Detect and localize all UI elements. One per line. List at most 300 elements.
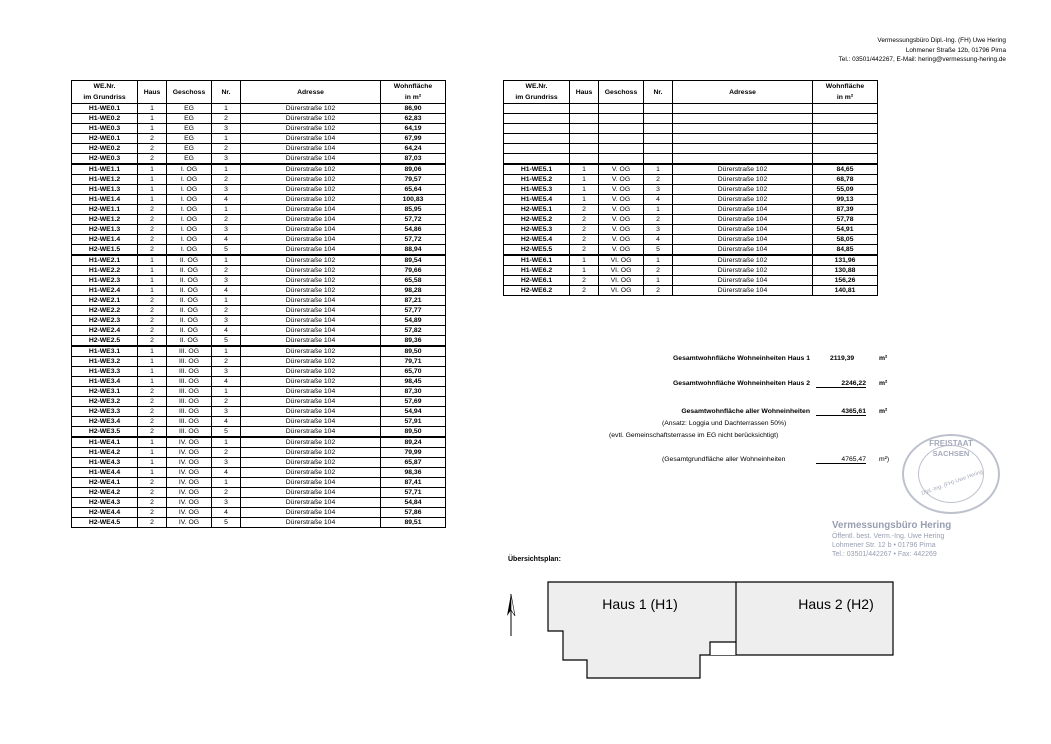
table-row (72, 357, 446, 367)
table-row (72, 478, 446, 488)
wohnflaeche-cell (813, 134, 878, 144)
seal-line-1: FREISTAAT (929, 439, 973, 448)
we-nr-cell: H2-WE0.2 (72, 144, 138, 154)
adresse-cell: Dürerstraße 104 (241, 296, 381, 306)
haus-cell: 1 (570, 185, 599, 195)
wohnflaeche-cell: 57,71 (381, 488, 446, 498)
haus-cell: 2 (570, 286, 599, 296)
office-stamp-line-2: Lohmener Str. 12 b • 01796 Pirna (832, 542, 936, 549)
adresse-cell: Dürerstraße 104 (241, 518, 381, 528)
nr-cell: 2 (644, 215, 673, 225)
table-row (72, 215, 446, 225)
header-nr: Nr. (212, 81, 241, 104)
nr-cell: 2 (644, 175, 673, 185)
nr-cell: 3 (212, 225, 241, 235)
adresse-cell: Dürerstraße 104 (241, 245, 381, 256)
wohnflaeche-cell: 79,99 (381, 448, 446, 458)
wohnflaeche-cell: 84,65 (813, 164, 878, 175)
haus-cell: 2 (138, 225, 167, 235)
seal-line-3: Dipl.-Ing. (FH) Uwe Hering (920, 469, 984, 497)
nr-cell: 1 (212, 255, 241, 266)
haus-cell: 1 (138, 448, 167, 458)
table-row (504, 266, 878, 276)
geschoss-cell: II. OG (167, 316, 212, 326)
table-row (72, 367, 446, 377)
adresse-cell: Dürerstraße 104 (241, 235, 381, 245)
table-row (72, 164, 446, 175)
nr-cell: 5 (212, 518, 241, 528)
table-row (504, 286, 878, 296)
nr-cell (644, 124, 673, 134)
table-row (72, 336, 446, 347)
wohnflaeche-cell: 58,05 (813, 235, 878, 245)
wohnflaeche-cell (813, 154, 878, 165)
we-nr-cell: H1-WE3.3 (72, 367, 138, 377)
adresse-cell: Dürerstraße 104 (241, 316, 381, 326)
haus-cell: 2 (138, 518, 167, 528)
haus-cell: 2 (570, 215, 599, 225)
geschoss-cell: II. OG (167, 266, 212, 276)
nr-cell: 2 (212, 357, 241, 367)
wohnflaeche-cell: 79,66 (381, 266, 446, 276)
geschoss-cell (599, 144, 644, 154)
geschoss-cell: I. OG (167, 185, 212, 195)
geschoss-cell (599, 134, 644, 144)
adresse-cell: Dürerstraße 104 (673, 215, 813, 225)
haus-cell: 2 (138, 306, 167, 316)
adresse-cell: Dürerstraße 102 (241, 276, 381, 286)
geschoss-cell: V. OG (599, 245, 644, 256)
adresse-cell: Dürerstraße 102 (241, 346, 381, 357)
adresse-cell: Dürerstraße 102 (673, 175, 813, 185)
wohnflaeche-cell: 87,30 (381, 387, 446, 397)
geschoss-cell: II. OG (167, 296, 212, 306)
wohnflaeche-cell: 99,13 (813, 195, 878, 205)
haus-cell: 2 (138, 427, 167, 438)
haus-cell: 2 (138, 336, 167, 347)
header-wohnflaeche (381, 81, 446, 104)
we-nr-cell (504, 124, 570, 134)
summary-haus2-value: 2246,22 (816, 380, 866, 388)
wohnflaeche-cell: 54,86 (381, 225, 446, 235)
table-row (72, 427, 446, 438)
haus-cell: 1 (138, 276, 167, 286)
we-nr-cell: H2-WE5.4 (504, 235, 570, 245)
adresse-cell (673, 144, 813, 154)
nr-cell (644, 114, 673, 124)
site-plan (500, 576, 900, 686)
geschoss-cell: VI. OG (599, 276, 644, 286)
table-row (72, 205, 446, 215)
table-row (72, 195, 446, 205)
adresse-cell: Dürerstraße 102 (241, 164, 381, 175)
geschoss-cell: II. OG (167, 326, 212, 336)
geschoss-cell: V. OG (599, 175, 644, 185)
nr-cell: 2 (212, 397, 241, 407)
we-nr-cell (504, 144, 570, 154)
we-nr-cell: H1-WE2.4 (72, 286, 138, 296)
adresse-cell (673, 114, 813, 124)
table-row (72, 498, 446, 508)
haus-cell (570, 124, 599, 134)
nr-cell: 4 (212, 286, 241, 296)
nr-cell: 4 (212, 377, 241, 387)
haus2-label: Haus 2 (H2) (798, 596, 874, 612)
nr-cell: 4 (644, 235, 673, 245)
nr-cell: 2 (212, 114, 241, 124)
adresse-cell: Dürerstraße 102 (241, 286, 381, 296)
geschoss-cell: II. OG (167, 306, 212, 316)
wohnflaeche-cell: 89,50 (381, 346, 446, 357)
wohnflaeche-cell: 86,90 (381, 104, 446, 114)
geschoss-cell: IV. OG (167, 488, 212, 498)
nr-cell: 2 (212, 306, 241, 316)
geschoss-cell: VI. OG (599, 286, 644, 296)
nr-cell: 1 (212, 478, 241, 488)
office-stamp-name: Vermessungsbüro Hering (832, 520, 952, 531)
nr-cell (644, 144, 673, 154)
geschoss-cell (599, 114, 644, 124)
we-nr-cell: H2-WE1.1 (72, 205, 138, 215)
table-row (72, 316, 446, 326)
header-wf-line1: Wohnfläche (825, 83, 865, 90)
office-stamp (832, 520, 951, 559)
nr-cell: 2 (644, 286, 673, 296)
table-row (72, 245, 446, 256)
geschoss-cell: IV. OG (167, 468, 212, 478)
haus-cell (570, 114, 599, 124)
table-row (72, 326, 446, 336)
we-nr-cell: H1-WE1.2 (72, 175, 138, 185)
summary-note-terrasse: (evtl. Gemeinschaftsterrasse im EG nicht berücksichtigt) (609, 432, 779, 439)
wohnflaeche-cell: 65,70 (381, 367, 446, 377)
geschoss-cell: IV. OG (167, 508, 212, 518)
geschoss-cell: III. OG (167, 427, 212, 438)
nr-cell: 2 (212, 488, 241, 498)
office-header (839, 36, 1006, 65)
wohnflaeche-cell: 89,54 (381, 255, 446, 266)
nr-cell: 1 (212, 437, 241, 448)
wohnflaeche-cell: 62,83 (381, 114, 446, 124)
we-nr-cell: H2-WE4.3 (72, 498, 138, 508)
nr-cell: 5 (212, 427, 241, 438)
nr-cell: 2 (644, 266, 673, 276)
geschoss-cell: III. OG (167, 417, 212, 427)
we-nr-cell: H1-WE2.2 (72, 266, 138, 276)
we-nr-cell (504, 104, 570, 114)
haus-cell: 2 (138, 316, 167, 326)
geschoss-cell: I. OG (167, 245, 212, 256)
wohnflaeche-cell: 55,09 (813, 185, 878, 195)
adresse-cell: Dürerstraße 102 (241, 195, 381, 205)
geschoss-cell: V. OG (599, 195, 644, 205)
haus-cell: 2 (138, 498, 167, 508)
haus-cell: 1 (570, 255, 599, 266)
office-stamp-line-3: Tel.: 03501/442267 • Fax: 442269 (832, 551, 937, 558)
table-row (72, 306, 446, 316)
geschoss-cell: II. OG (167, 286, 212, 296)
geschoss-cell: EG (167, 114, 212, 124)
table-row (72, 448, 446, 458)
we-nr-cell: H1-WE4.4 (72, 468, 138, 478)
summary-haus1-unit: m² (879, 355, 888, 362)
we-nr-cell: H1-WE5.2 (504, 175, 570, 185)
header-haus: Haus (138, 81, 167, 104)
we-nr-cell: H2-WE2.3 (72, 316, 138, 326)
adresse-cell: Dürerstraße 104 (673, 235, 813, 245)
geschoss-cell: II. OG (167, 336, 212, 347)
nr-cell (644, 134, 673, 144)
we-nr-cell: H1-WE5.1 (504, 164, 570, 175)
wohnflaeche-cell (813, 114, 878, 124)
geschoss-cell: EG (167, 124, 212, 134)
table-row (72, 518, 446, 528)
haus-cell: 2 (570, 225, 599, 235)
we-nr-cell: H2-WE5.3 (504, 225, 570, 235)
haus-cell (570, 144, 599, 154)
we-nr-cell: H2-WE4.4 (72, 508, 138, 518)
geschoss-cell: I. OG (167, 164, 212, 175)
we-nr-cell: H1-WE1.3 (72, 185, 138, 195)
geschoss-cell: EG (167, 144, 212, 154)
geschoss-cell: VI. OG (599, 255, 644, 266)
geschoss-cell: III. OG (167, 387, 212, 397)
haus-cell: 2 (138, 134, 167, 144)
haus-cell: 2 (570, 205, 599, 215)
haus-cell: 1 (138, 164, 167, 175)
haus-cell: 1 (138, 458, 167, 468)
geschoss-cell: IV. OG (167, 448, 212, 458)
nr-cell: 1 (212, 387, 241, 397)
summary-haus1-label: Gesamtwohnfläche Wohneinheiten Haus 1 (673, 355, 810, 362)
table-row (504, 124, 878, 134)
we-nr-cell: H2-WE0.1 (72, 134, 138, 144)
office-contact: Tel.: 03501/442267, E-Mail: hering@vermessung-hering.de (838, 56, 1006, 64)
we-nr-cell: H1-WE1.1 (72, 164, 138, 175)
adresse-cell: Dürerstraße 102 (241, 124, 381, 134)
wohnflaeche-cell: 98,45 (381, 377, 446, 387)
table-row (72, 144, 446, 154)
nr-cell: 1 (212, 134, 241, 144)
header-adresse: Adresse (241, 81, 381, 104)
table-row (72, 225, 446, 235)
wohnflaeche-cell: 84,85 (813, 245, 878, 256)
north-arrow (507, 594, 515, 636)
wohnflaeche-cell: 57,72 (381, 215, 446, 225)
haus-cell: 2 (138, 215, 167, 225)
haus-cell: 2 (138, 205, 167, 215)
haus-cell: 1 (138, 104, 167, 114)
header-haus: Haus (570, 81, 599, 104)
header-adresse: Adresse (673, 81, 813, 104)
nr-cell (644, 154, 673, 165)
wohnflaeche-cell: 87,21 (381, 296, 446, 306)
wohnflaeche-cell: 57,82 (381, 326, 446, 336)
nr-cell: 2 (212, 448, 241, 458)
building-notch (710, 642, 736, 655)
geschoss-cell: III. OG (167, 357, 212, 367)
geschoss-cell: V. OG (599, 235, 644, 245)
adresse-cell: Dürerstraße 104 (241, 215, 381, 225)
summary-all-unit: m² (879, 408, 888, 415)
wohnflaeche-cell: 88,94 (381, 245, 446, 256)
header-geschoss: Geschoss (599, 81, 644, 104)
nr-cell: 3 (212, 124, 241, 134)
we-nr-cell: H1-WE4.2 (72, 448, 138, 458)
haus-cell: 1 (138, 185, 167, 195)
we-nr-cell: H2-WE4.2 (72, 488, 138, 498)
wohnflaeche-cell: 87,41 (381, 478, 446, 488)
geschoss-cell: EG (167, 154, 212, 165)
geschoss-cell (599, 124, 644, 134)
geschoss-cell: I. OG (167, 225, 212, 235)
header-we-nr-line1: WE.Nr. (525, 83, 548, 90)
office-address: Lohmener Straße 12b, 01796 Pirna (905, 46, 1006, 54)
header-geschoss: Geschoss (167, 81, 212, 104)
we-nr-cell: H1-WE6.1 (504, 255, 570, 266)
table-row (72, 255, 446, 266)
summary-note-loggia: (Ansatz: Loggia und Dachterrassen 50%) (662, 420, 787, 427)
haus-cell (570, 134, 599, 144)
adresse-cell: Dürerstraße 104 (241, 225, 381, 235)
adresse-cell: Dürerstraße 102 (241, 437, 381, 448)
we-nr-cell: H2-WE5.5 (504, 245, 570, 256)
header-wf-line2: in m² (836, 94, 854, 101)
we-nr-cell: H2-WE2.2 (72, 306, 138, 316)
we-nr-cell: H1-WE5.4 (504, 195, 570, 205)
nr-cell: 1 (644, 205, 673, 215)
haus-cell (570, 104, 599, 114)
nr-cell: 3 (212, 407, 241, 417)
geschoss-cell: III. OG (167, 397, 212, 407)
table-row (72, 437, 446, 448)
table-row (504, 276, 878, 286)
table-row (72, 296, 446, 306)
we-nr-cell: H1-WE6.2 (504, 266, 570, 276)
nr-cell: 1 (212, 205, 241, 215)
geschoss-cell (599, 154, 644, 165)
haus-cell: 1 (570, 175, 599, 185)
seal-line-2: SACHSEN (932, 449, 970, 458)
haus-cell: 1 (138, 266, 167, 276)
table-row (504, 205, 878, 215)
table-row (72, 175, 446, 185)
table-row (72, 235, 446, 245)
we-nr-cell (504, 114, 570, 124)
nr-cell: 4 (212, 508, 241, 518)
haus-cell: 2 (138, 245, 167, 256)
wohnflaeche-cell: 57,69 (381, 397, 446, 407)
nr-cell: 3 (212, 276, 241, 286)
table-row (72, 276, 446, 286)
nr-cell: 3 (644, 185, 673, 195)
table-row (72, 488, 446, 498)
table-row (504, 134, 878, 144)
nr-cell: 3 (212, 154, 241, 165)
adresse-cell: Dürerstraße 104 (241, 205, 381, 215)
geschoss-cell: V. OG (599, 225, 644, 235)
we-nr-cell: H1-WE2.3 (72, 276, 138, 286)
wohnflaeche-cell: 89,24 (381, 437, 446, 448)
haus-cell: 2 (138, 326, 167, 336)
header-we-nr (504, 81, 570, 104)
we-nr-cell: H2-WE1.4 (72, 235, 138, 245)
haus-cell: 1 (138, 124, 167, 134)
header-wf-line1: Wohnfläche (393, 83, 433, 90)
haus-cell: 2 (570, 276, 599, 286)
summary-all-label: Gesamtwohnfläche aller Wohneinheiten (681, 408, 810, 415)
haus-cell: 2 (138, 144, 167, 154)
wohnflaeche-cell: 87,39 (813, 205, 878, 215)
adresse-cell: Dürerstraße 104 (241, 508, 381, 518)
haus-cell: 1 (138, 468, 167, 478)
adresse-cell: Dürerstraße 102 (241, 377, 381, 387)
adresse-cell: Dürerstraße 102 (673, 255, 813, 266)
we-nr-cell: H2-WE4.5 (72, 518, 138, 528)
nr-cell: 4 (644, 195, 673, 205)
table-row (504, 114, 878, 124)
adresse-cell: Dürerstraße 104 (673, 286, 813, 296)
nr-cell: 2 (212, 175, 241, 185)
geschoss-cell: IV. OG (167, 458, 212, 468)
adresse-cell: Dürerstraße 104 (673, 225, 813, 235)
geschoss-cell: V. OG (599, 185, 644, 195)
wohnflaeche-cell: 57,86 (381, 508, 446, 518)
adresse-cell: Dürerstraße 104 (241, 417, 381, 427)
we-nr-cell: H2-WE4.1 (72, 478, 138, 488)
we-nr-cell: H2-WE6.2 (504, 286, 570, 296)
table-row (504, 164, 878, 175)
geschoss-cell: III. OG (167, 346, 212, 357)
table-row (72, 377, 446, 387)
geschoss-cell: V. OG (599, 164, 644, 175)
adresse-cell (673, 154, 813, 165)
adresse-cell: Dürerstraße 104 (241, 488, 381, 498)
we-nr-cell: H1-WE0.1 (72, 104, 138, 114)
haus-cell: 1 (138, 377, 167, 387)
table-row (72, 508, 446, 518)
we-nr-cell: H1-WE4.3 (72, 458, 138, 468)
haus-cell: 2 (138, 478, 167, 488)
haus-cell: 2 (138, 387, 167, 397)
table-row (504, 185, 878, 195)
we-nr-cell: H1-WE4.1 (72, 437, 138, 448)
table-row (72, 468, 446, 478)
we-nr-cell: H1-WE3.2 (72, 357, 138, 367)
we-nr-cell: H2-WE3.5 (72, 427, 138, 438)
haus-cell: 1 (138, 437, 167, 448)
header-we-nr-line1: WE.Nr. (93, 83, 116, 90)
we-nr-cell: H2-WE0.3 (72, 154, 138, 165)
adresse-cell: Dürerstraße 102 (241, 448, 381, 458)
table-row (72, 154, 446, 165)
adresse-cell: Dürerstraße 104 (241, 478, 381, 488)
wohnflaeche-cell: 57,72 (381, 235, 446, 245)
summary-haus2-label: Gesamtwohnfläche Wohneinheiten Haus 2 (673, 380, 810, 387)
wohnflaeche-cell: 64,24 (381, 144, 446, 154)
nr-cell: 1 (212, 346, 241, 357)
table-row (72, 134, 446, 144)
wohnflaeche-cell: 67,99 (381, 134, 446, 144)
nr-cell (644, 104, 673, 114)
wohnflaeche-cell: 57,77 (381, 306, 446, 316)
adresse-cell: Dürerstraße 102 (241, 357, 381, 367)
we-nr-cell: H1-WE2.1 (72, 255, 138, 266)
geschoss-cell: III. OG (167, 377, 212, 387)
table-row (72, 104, 446, 114)
haus-cell: 1 (138, 286, 167, 296)
wohnflaeche-cell: 140,81 (813, 286, 878, 296)
